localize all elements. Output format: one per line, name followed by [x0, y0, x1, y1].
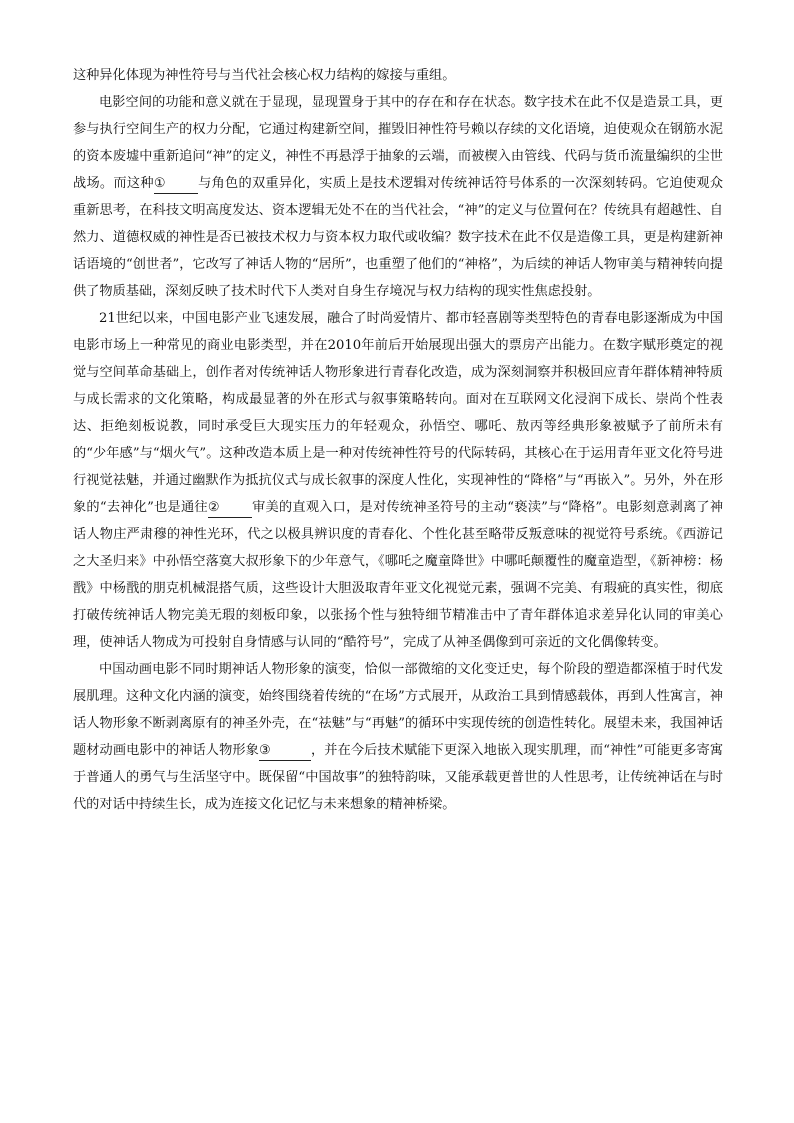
- fill-in-blank: ③: [259, 742, 311, 761]
- fill-in-blank: ①: [154, 175, 198, 194]
- paragraph-text: 电影空间的功能和意义就在于显现，显现置身于其中的存在和存在状态。数字技术在此不仅是造景工具，更参与执行空间生产的权力分配，它通过构建新空间，摧毁旧神性符号赖以存续的文化语境，迫使观众在钢筋水泥的资本废墟中重新追问“神”的定义，神性不再悬浮于抽象的云端，而被楔入由管线、代码与货币流量编织的尘世战场。而这种: [73, 95, 723, 191]
- paragraph-text: 这种异化体现为神性符号与当代社会核心权力结构的嫁接与重组。: [73, 68, 456, 83]
- paragraph-text: 审美的直观入口，是对传统神圣符号的主动“亵渎”与“降格”。电影刻意剥离了神话人物庄严肃穆的神性光环，代之以极具辨识度的青春化、个性化甚至略带反叛意味的视觉符号系统。《西游记之大圣归来》中孙悟空落寞大叔形象下的少年意气，《哪吒之魔童降世》中哪吒颠覆性的魔童造型，《新神榜：杨戬》中杨戬的朋克机械混搭气质，这些设计大胆汲取青年亚文化视觉元素，强调不完美、有瑕疵的真实性，彻底打破传统神话人物完美无瑕的刻板印象，以张扬个性与独特细节精准击中了青年群体追求差异化认同的审美心理，使神话人物成为可投射自身情感与认同的“酷符号”，完成了从神圣偶像到可亲近的文化偶像转变。: [73, 500, 724, 650]
- paragraph: [73, 656, 723, 818]
- paragraph: [73, 62, 723, 89]
- paragraph-text: 中国动画电影不同时期神话人物形象的演变，恰似一部微缩的文化变迁史，每个阶段的塑造都深植于时代发展肌理。这种文化内涵的演变，始终围绕着传统的“在场”方式展开，从政治工具到情感载体，再到人性寓言，神话人物形象不断剥离原有的神圣外壳，在“祛魅”与“再魅”的循环中实现传统的创造性转化。展望未来，我国神话题材动画电影中的神话人物形象: [73, 662, 723, 758]
- paragraph-text: ，并在今后技术赋能下更深入地嵌入现实肌理，而“神性”可能更多寄寓于普通人的勇气与生活坚守中。既保留“中国故事”的独特韵味，又能承载更普世的人性思考，让传统神话在与时代的对话中持续生长，成为连接文化记忆与未来想象的精神桥梁。: [73, 743, 724, 812]
- paragraph-text: 与角色的双重异化，实质上是技术逻辑对传统神话符号体系的一次深刻转码。它迫使观众重新思考，在科技文明高度发达、资本逻辑无处不在的当代社会，“神”的定义与位置何在？传统具有超越性、自然力、道德权威的神性是否已被技术权力与资本权力取代或收编？数字技术在此不仅是造像工具，更是构建新神话语境的“创世者”，它改写了神话人物的“居所”，也重塑了他们的“神格”，为后续的神话人物审美与精神转向提供了物质基础，深刻反映了技术时代下人类对自身生存境况与权力结构的现实性焦虑投射。: [73, 176, 724, 299]
- paragraph-text: 21世纪以来，中国电影产业飞速发展，融合了时尚爱情片、都市轻喜剧等类型特色的青春电影逐渐成为中国电影市场上一种常见的商业电影类型，并在2010年前后开始展现出强大的票房产出能力。在数字赋形奠定的视觉与空间革命基础上，创作者对传统神话人物形象进行青春化改造，成为深刻洞察并积极回应青年群体精神特质与成长需求的文化策略，构成最显著的外在形式与叙事策略转向。面对在互联网文化浸润下成长、崇尚个性表达、拒绝刻板说教，同时承受巨大现实压力的年轻观众，孙悟空、哪吒、敖丙等经典形象被赋予了前所未有的“少年感”与“烟火气”。这种改造本质上是一种对传统神性符号的代际转码，其核心在于运用青年亚文化符号进行视觉祛魅，并通过幽默作为抵抗仪式与成长叙事的深度人性化，实现神性的“降格”与“再嵌入”。另外，外在形象的“去神化”也是通往: [73, 311, 723, 515]
- fill-in-blank: ②: [208, 499, 252, 518]
- paragraph: [73, 305, 723, 656]
- paragraph: [73, 89, 723, 305]
- document-body: [73, 62, 723, 818]
